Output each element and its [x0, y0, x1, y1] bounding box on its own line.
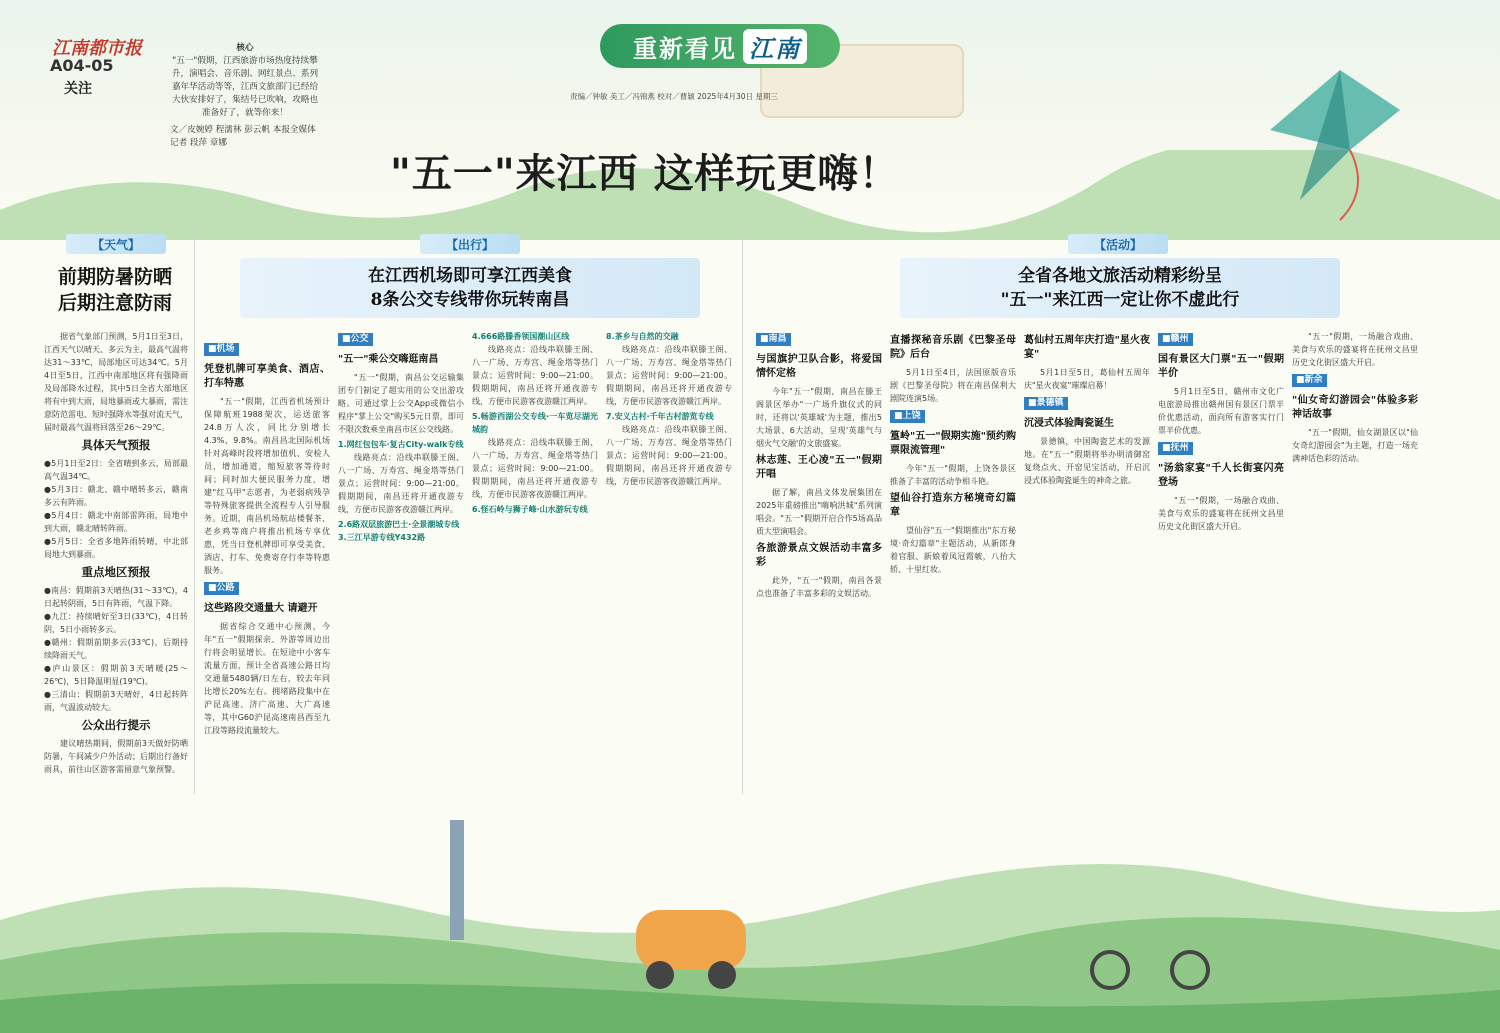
- jingdezhen-subtitle: 沉浸式体验陶瓷诞生: [1024, 418, 1114, 429]
- airport-subtitle: 凭登机牌可享美食、酒店、打车特惠: [204, 364, 330, 389]
- nanchang-subtitle-1: 与国旗护卫队合影，将爱国情怀定格: [756, 354, 882, 379]
- gexian-text: 5月1日至5日，葛仙村五周年庆"星火夜宴"璀璨启幕！: [1024, 368, 1150, 390]
- fuzhou-tag: ■抚州: [1158, 442, 1193, 455]
- weather-daily-3: ●5月4日：赣北中南部雷阵雨，局地中到大雨，赣北晴转阵雨。: [44, 511, 188, 533]
- travel-title-line2: 8条公交专线带你玩转南昌: [370, 290, 570, 310]
- bus-line-3: 3.三江早游专线Y432路: [338, 533, 426, 542]
- nanchang-subtitle-4: 望仙谷打造东方秘境奇幻篇章: [890, 493, 1016, 518]
- bus-subtitle: "五一"乘公交嗨逛南昌: [338, 354, 439, 365]
- banner-left-text: 重新看见: [633, 34, 737, 63]
- travel-tag: 【出行】: [420, 234, 520, 254]
- section-banner: [600, 24, 840, 68]
- nanchang-subtitle-3: 各旅游景点文娱活动丰富多彩: [756, 543, 882, 568]
- weather-region-4: ●庐山景区：假期前3天晴暖(25～26℃)，5日降温明显(19℃)。: [44, 664, 188, 686]
- weather-tips: 建议晴热期间，假期前3天做好防晒防暑，午间减少户外活动；后期出行备好雨具，前往山区游客需留意气象预警。: [44, 739, 188, 774]
- bus-line-2: 2.6路双层旅游巴士·全景潮城专线: [338, 520, 460, 529]
- page-category: 关注: [64, 81, 92, 97]
- weather-daily-1: ●5月1日至2日：全省晴到多云，局部最高气温34℃。: [44, 459, 188, 481]
- bus-tag: ■公交: [338, 333, 373, 346]
- jingdezhen-tag: ■景德镇: [1024, 397, 1068, 410]
- concert-text: 5月1日至4日，法国原版音乐剧《巴黎圣母院》将在南昌保利大剧院连演5场。: [890, 368, 1016, 403]
- bus-line-details: 线路亮点：沿线串联滕王阁、八一广场、万寿宫、绳金塔等热门景点；运营时间：9:00—21:00。假期期间，南昌还将开通夜游专线，方便市民游客夜游赣江两岸。: [338, 453, 464, 514]
- lead-byline: 文／皮婉婷 程濡林 彭云帆 本报全媒体记者 段萍 章娜: [170, 125, 316, 148]
- nanchang-text-3: 此外，"五一"假期，南昌各景点也准备了丰富多彩的文娱活动。: [756, 576, 882, 598]
- events-title-line2: "五一"来江西一定让你不虚此行: [1000, 290, 1240, 310]
- bus-line-7: 7.安义古村·千年古村游览专线: [606, 412, 714, 421]
- weather-region-3: ●赣州：假期前期多云(33℃)，后期持续降雨天气。: [44, 638, 188, 660]
- bus-line-details-2: 线路亮点：沿线串联滕王阁、八一广场、万寿宫、绳金塔等热门景点；运营时间：9:00—21:00。假期期间，南昌还将开通夜游专线，方便市民游客夜游赣江两岸。: [472, 345, 598, 406]
- shangrao-tag: ■上饶: [890, 410, 925, 423]
- nanchang-text-2: 据了解，南昌文体发展集团在2025年重磅推出"嗨响洪城"系列演唱会。"五一"假期开启合作5场高品质大型演唱会。: [756, 488, 882, 536]
- weather-title: 前期防暑防晒 后期注意防雨: [57, 266, 172, 314]
- nanchang-text-1: 今年"五一"假期，南昌在滕王阁景区举办"一广场升旗仪式的同时，还将以'英雄城'为主题，推出5大场景、6大活动，呈现'英雄气与烟火气交融'的文旅盛宴。: [756, 387, 882, 448]
- bus-line-6: 6.怪石岭与狮子峰·山水游玩专线: [472, 505, 588, 514]
- travel-column-3: [472, 330, 598, 800]
- weather-tag: 【天气】: [66, 234, 166, 254]
- weather-daily-4: ●5月5日：全省多地阵雨转晴，中北部局地大到暴雨。: [44, 537, 188, 559]
- jingdezhen-text: 景德镇，中国陶瓷艺术的发源地。在"五一"假期将举办明清御窑复烧点火、开窑见宝活动，开启沉浸式体验陶瓷诞生的神奇之旅。: [1024, 437, 1150, 485]
- shangrao-subtitle: 篁岭"五一"假期实施"预约购票限流管理": [890, 431, 1016, 456]
- xinyu-subtitle: "仙女奇幻游园会"体验多彩神话故事: [1292, 395, 1418, 420]
- nanchang-text-4: 望仙谷"五一"假期推出"东方秘境·奇幻篇章"主题活动，从新郎身着官服、新娘着凤冠霞帔，八抬大轿、十里红妆。: [890, 526, 1016, 574]
- travel-column-4: [606, 330, 732, 800]
- fuzhou-text: "五一"假期，一场融合戏曲、美食与欢乐的盛宴将在抚州文昌里历史文化街区盛大开启。: [1158, 496, 1284, 531]
- weather-daily-2: ●5月3日：赣北、赣中晴转多云，赣南多云有阵雨。: [44, 485, 188, 507]
- editor-credits: 责编／钟敏 美工／冯锦燕 校对／曹颖 2025年4月30日 星期三: [570, 92, 778, 101]
- bus-text: "五一"假期，南昌公交运输集团专门制定了超实用的公交出游攻略。可通过掌上公交App或微信小程序"掌上公交"购买5元日票，即可不限次数乘坐南昌市区公交线路。: [338, 373, 464, 434]
- lead-title: 核心: [236, 43, 254, 53]
- xinyu-tag: ■新余: [1292, 374, 1327, 387]
- road-tag: ■公路: [204, 582, 239, 595]
- weather-region-2: ●九江：持续晴好至3日(33℃)，4日转阴，5日小雨转多云。: [44, 612, 188, 634]
- newspaper-logo: 江南都市报: [52, 38, 142, 59]
- weather-forecast-heading: 具体天气预报: [81, 438, 151, 452]
- kite-illustration: [1230, 30, 1430, 230]
- events-tag: 【活动】: [1068, 234, 1168, 254]
- travel-column-2: [338, 330, 464, 800]
- weather-column: [44, 330, 188, 790]
- ganzhou-subtitle: 国有景区大门票"五一"假期半价: [1158, 354, 1284, 379]
- page-number: A04-05: [50, 56, 114, 75]
- ganzhou-tag: ■赣州: [1158, 333, 1193, 346]
- travel-column-1: [204, 340, 330, 795]
- nanchang-tag: ■南昌: [756, 333, 791, 346]
- weather-tips-heading: 公众出行提示: [81, 718, 151, 732]
- banner-right-text: 江南: [743, 29, 807, 64]
- events-title-box: [900, 258, 1340, 318]
- bus-line-1: 1.网红包包车·复古City-walk专线: [338, 440, 464, 449]
- travel-title-line1: 在江西机场即可享江西美食: [368, 266, 572, 286]
- airport-text: "五一"假期，江西省机场预计保障航班1988架次，运送旅客24.8万人次，同比分别增长4.3%、9.8%。南昌昌北国际机场针对高峰时段将增加值机、安检人员，增加通道，缩短旅客等待时间；同时加大便民服务力度，增建"红马甲"志愿者，为老弱病残孕等特殊旅客提供全流程专人引导服务。近期，南昌机场航站楼餐茶、老乡鸡等商户将推出机场专享优惠，凭当日登机牌即可享受美食、酒店、打车、免费寄存行李等特惠服务。: [204, 397, 330, 575]
- weather-region-5: ●三清山：假期前3天晴好，4日起转阵雨，气温波动较大。: [44, 690, 188, 712]
- lead-body: "五一"假期，江西旅游市场热度持续攀升，演唱会、音乐剧、网红景点、系列嘉年华活动等等，江西文旅部门已经给大伙安排好了，集结号已吹响，攻略也准备好了，就等你来！: [171, 56, 319, 118]
- main-headline: "五一"来江西 这样玩更嗨！: [390, 150, 900, 197]
- nanchang-subtitle-2: 林志莲、王心凌"五一"假期开唱: [756, 455, 882, 480]
- events-title-line1: 全省各地文旅活动精彩纷呈: [1018, 266, 1222, 286]
- lead-summary: [170, 42, 320, 150]
- shangrao-text: 今年"五一"假期，上饶各景区推备了丰富的活动争相斗艳。: [890, 464, 1016, 486]
- column-divider-2: [742, 234, 743, 794]
- bus-line-details-5: 线路亮点：沿线串联滕王阁、八一广场、万寿宫、绳金塔等热门景点；运营时间：9:00—21:00。假期期间，南昌还将开通夜游专线，方便市民游客夜游赣江两岸。: [606, 425, 732, 486]
- bus-line-5: 5.畅游西湖公交专线·一车览尽湖光城韵: [472, 412, 598, 434]
- landscape-illustration: [0, 800, 1500, 1033]
- bus-line-details-3: 线路亮点：沿线串联滕王阁、八一广场、万寿宫、绳金塔等热门景点；运营时间：9:00—21:00。假期期间，南昌还将开通夜游专线，方便市民游客夜游赣江两岸。: [472, 438, 598, 499]
- bus-line-8: 8.茶乡与自然的交融: [606, 332, 679, 341]
- fuzhou-subtitle: "汤翁家宴"千人长街宴闪亮登场: [1158, 463, 1284, 488]
- events-column-4: [1158, 330, 1284, 800]
- column-divider: [194, 234, 195, 794]
- xinyu-text: "五一"假期，仙女湖景区以"仙女奇幻游园会"为主题，打造一场充满神话色彩的活动。: [1292, 428, 1418, 463]
- events-column-2: [890, 330, 1016, 800]
- road-subtitle: 这些路段交通量大 请避开: [204, 603, 318, 614]
- weather-intro: 据省气象部门预测，5月1日至3日，江西天气以晴天、多云为主，最高气温将达31～33℃，局部地区可达34℃。5月4日至5日，江西中南部地区将有强降雨及局部降水过程，其中5日全省大部地区将有中到大雨，局地暴雨或大暴雨，需注意防范雷电、短时强降水等强对流天气，届时最高气温将回落至26～29℃。: [44, 332, 188, 432]
- weather-region-1: ●南昌：假期前3天晴热(31～33℃)，4日起转阴雨，5日有阵雨，气温下降。: [44, 586, 188, 608]
- gexian-subtitle: 葛仙村五周年庆打造"星火夜宴": [1024, 335, 1150, 360]
- bus-line-details-4: 线路亮点：沿线串联滕王阁、八一广场、万寿宫、绳金塔等热门景点；运营时间：9:00—21:00。假期期间，南昌还将开通夜游专线，方便市民游客夜游赣江两岸。: [606, 345, 732, 406]
- events-column-1: [756, 330, 882, 800]
- concert-subtitle: 直播探秘音乐剧《巴黎圣母院》后台: [890, 335, 1016, 360]
- fuzhou-text-cont: "五一"假期，一场融合戏曲、美食与欢乐的盛宴将在抚州文昌里历史文化街区盛大开启。: [1292, 332, 1418, 367]
- travel-title-box: [240, 258, 700, 318]
- ganzhou-text: 5月1日至5日，赣州市文化广电旅游局推出赣州国有景区门票半价优惠活动，面向所有游客实行门票半价优惠。: [1158, 387, 1284, 435]
- airport-tag: ■机场: [204, 343, 239, 356]
- road-text: 据省综合交通中心预测，今年"五一"假期探亲、外游等周边出行将会明显增长。在短途中小客车流量方面，预计全省高速公路日均交通量5480辆/日左右，较去年同比增长20%左右。拥堵路段集中在沪昆高速、济广高速、大广高速等，其中G60沪昆高速南昌西至九江段等路段流量较大。: [204, 622, 330, 735]
- bus-line-4: 4.666路滕香领国潮山区线: [472, 332, 570, 341]
- events-column-5: [1292, 330, 1418, 800]
- events-column-3: [1024, 330, 1150, 800]
- weather-regions-heading: 重点地区预报: [81, 565, 151, 579]
